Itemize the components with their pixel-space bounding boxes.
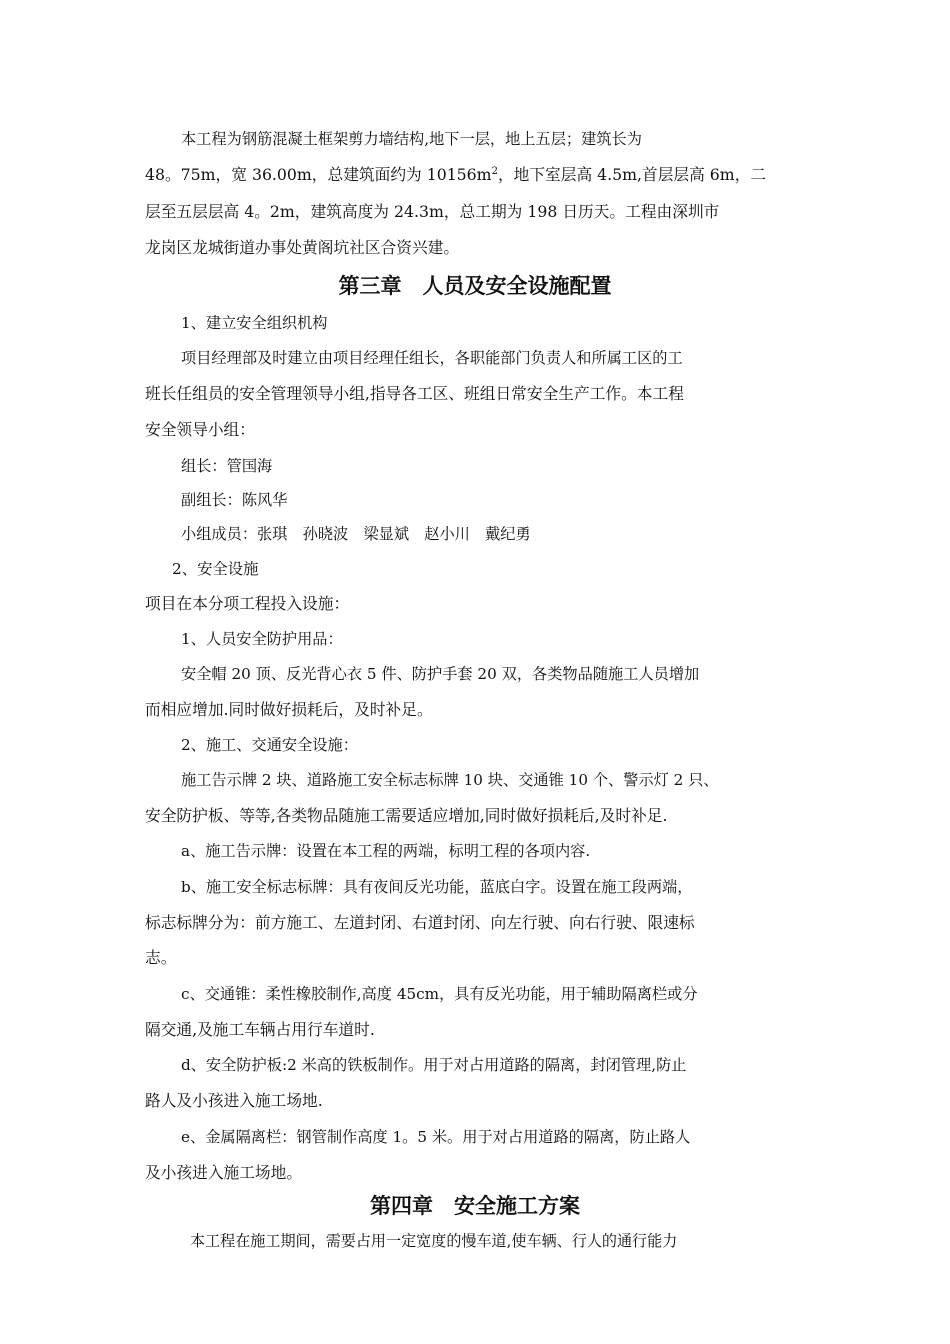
item-d-line-2: 路人及小孩进入施工场地. <box>145 1091 323 1110</box>
chapter-4-title: 第四章 安全施工方案 <box>370 1193 580 1218</box>
ppe-line-1: 安全帽 20 顶、反光背心衣 5 件、防护手套 20 双，各类物品随施工人员增加 <box>181 665 700 683</box>
facilities-heading: 2、安全设施 <box>172 560 259 578</box>
traffic-line-1: 施工告示牌 2 块、道路施工安全标志标牌 10 块、交通锥 10 个、警示灯 2 只、 <box>181 771 719 789</box>
org-line-3: 安全领导小组： <box>145 420 255 439</box>
intro-line-2-part-b: ，地下室层高 4.5m,首层层高 6m，二 <box>497 165 767 184</box>
item-b-line-2: 标志标牌分为：前方施工、左道封闭、右道封闭、向左行驶、向右行驶、限速标 <box>145 913 695 932</box>
leader-line: 组长：管国海 <box>181 457 273 475</box>
item-e-line-1: e、金属隔离栏：钢管制作高度 1。5 米。用于对占用道路的隔离，防止路人 <box>181 1128 691 1146</box>
deputy-line: 副组长：陈风华 <box>181 491 288 509</box>
item-c-line-1: c、交通锥：柔性橡胶制作,高度 45cm，具有反光功能，用于辅助隔离栏或分 <box>181 985 698 1003</box>
superscript-2: 2 <box>491 165 498 177</box>
ppe-heading: 1、人员安全防护用品： <box>181 630 343 648</box>
traffic-line-2: 安全防护板、等等,各类物品随施工需要适应增加,同时做好损耗后,及时补足. <box>145 806 668 825</box>
ppe-line-2: 而相应增加.同时做好损耗后，及时补足。 <box>145 700 433 719</box>
item-c-line-2: 隔交通,及施工车辆占用行车道时. <box>145 1020 375 1039</box>
intro-line-4: 龙岗区龙城街道办事处黄阁坑社区合资兴建。 <box>145 238 460 257</box>
chapter-3-title: 第三章 人员及安全设施配置 <box>338 273 612 298</box>
facilities-intro: 项目在本分项工程投入设施： <box>145 594 350 613</box>
item-b-line-3: 志。 <box>145 948 177 967</box>
traffic-heading: 2、施工、交通安全设施： <box>181 736 358 754</box>
item-b-line-1: b、施工安全标志标牌：具有夜间反光功能，蓝底白字。设置在施工段两端， <box>181 878 693 896</box>
item-d-line-1: d、安全防护板:2 米高的铁板制作。用于对占用道路的隔离，封闭管理,防止 <box>181 1056 687 1074</box>
intro-line-1: 本工程为钢筋混凝土框架剪力墙结构,地下一层，地上五层；建筑长为 <box>181 130 642 148</box>
intro-line-2-part-a: 48。75m，宽 36.00m，总建筑面约为 10156m <box>145 165 492 184</box>
intro-line-2 <box>0 163 950 187</box>
members-line: 小组成员：张琪 孙晓波 梁显斌 赵小川 戴纪勇 <box>181 525 531 543</box>
org-line-1: 项目经理部及时建立由项目经理任组长，各职能部门负责人和所属工区的工 <box>181 349 683 367</box>
item-a-line-1: a、施工告示牌：设置在本工程的两端，标明工程的各项内容. <box>181 842 591 860</box>
item-e-line-2: 及小孩进入施工场地。 <box>145 1163 303 1182</box>
org-line-2: 班长任组员的安全管理领导小组,指导各工区、班组日常安全生产工作。本工程 <box>145 384 684 403</box>
org-heading: 1、建立安全组织机构 <box>181 314 328 332</box>
intro-line-3: 层至五层层高 4。2m，建筑高度为 24.3m，总工期为 198 日历天。工程由深圳市 <box>145 202 720 221</box>
chapter-4-line-1: 本工程在施工期间，需要占用一定宽度的慢车道,使车辆、行人的通行能力 <box>190 1232 678 1250</box>
